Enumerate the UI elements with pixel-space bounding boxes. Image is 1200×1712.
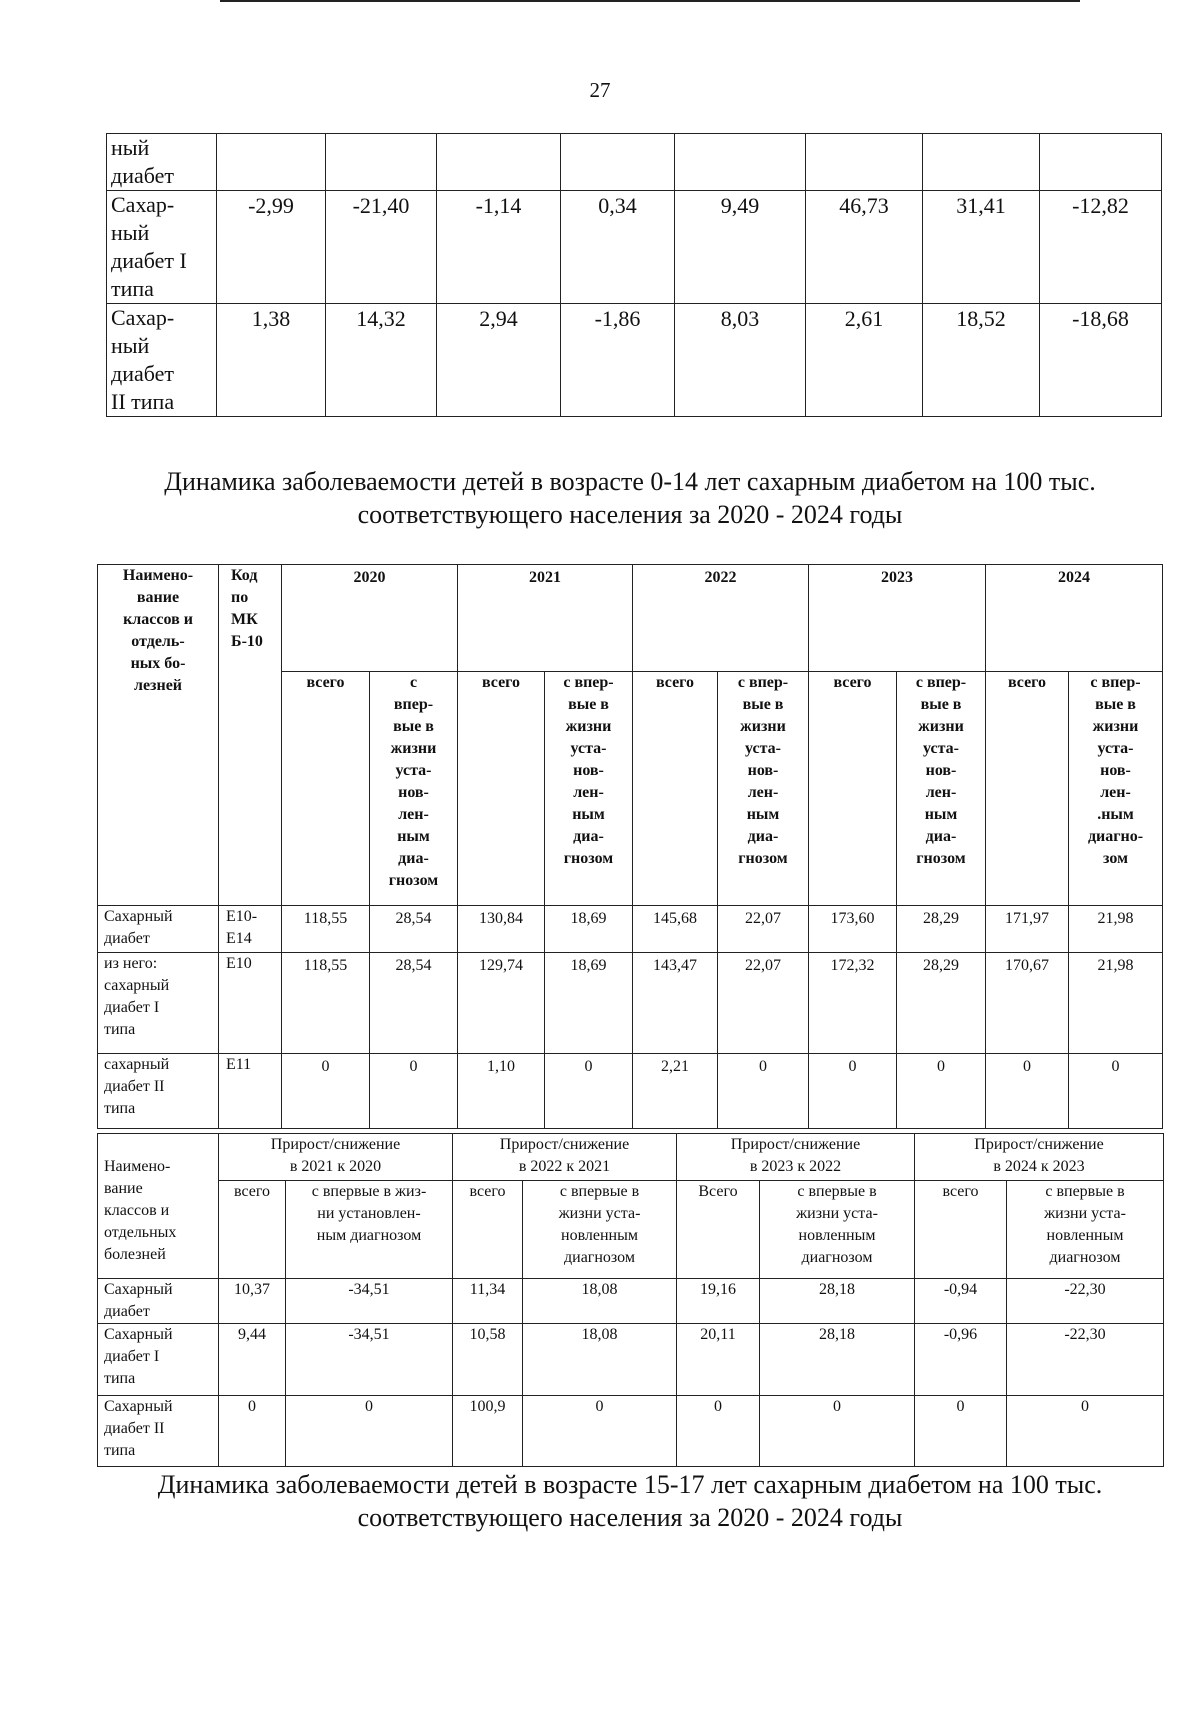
table-cell: 18,69 [545,906,633,953]
column-header-name: Наимено- вание классов и отдельных болезней [98,1134,219,1279]
subheader-row [98,1181,1164,1279]
page-number: 27 [589,78,611,102]
header-row [98,565,1163,672]
table-cell: 22,07 [718,953,809,1054]
table-cell: 0 [915,1396,1007,1467]
table-cell: -0,94 [915,1279,1007,1324]
column-header-total: всего [633,672,718,906]
column-header-first: с впер- вые в жизни уста- нов- лен- .ным диагно- зом [1069,672,1163,906]
table-cell: -34,51 [286,1324,453,1396]
column-header-period: Прирост/снижение в 2023 к 2022 [677,1134,915,1181]
table-cell: 0 [545,1054,633,1129]
table-cell: 28,29 [897,953,986,1054]
table-cell: 145,68 [633,906,718,953]
table-cell: 21,98 [1069,953,1163,1054]
column-header-first: с впер- вые в жизни уста- нов- лен- ным диа- гнозом [370,672,458,906]
table-cell: -21,40 [326,191,437,304]
table-cell: 143,47 [633,953,718,1054]
table-cell: 0 [809,1054,897,1129]
table-row [107,191,1162,304]
row-label: ный диабет [107,134,217,191]
table-row [98,1396,1164,1467]
table-cell: 0 [986,1054,1069,1129]
table-cell: 172,32 [809,953,897,1054]
column-header-total: всего [282,672,370,906]
table-cell: 28,18 [760,1279,915,1324]
table-cell: 18,69 [545,953,633,1054]
table-row [107,134,1162,191]
table-cell: 130,84 [458,906,545,953]
row-label: Сахарный диабет [98,1279,219,1324]
table-cell: 0 [718,1054,809,1129]
table-cell: 0 [1069,1054,1163,1129]
table-cell: 18,08 [523,1324,677,1396]
table-cell [326,134,437,191]
growth-table-continuation [106,133,1162,417]
table-cell: 118,55 [282,953,370,1054]
table-cell: 0 [219,1396,286,1467]
table-cell [806,134,923,191]
table-cell: 171,97 [986,906,1069,953]
column-header-first: с впервые в жизни уста- новленным диагнозом [1007,1181,1164,1279]
table-cell: 8,03 [675,304,806,417]
column-header-total: всего [915,1181,1007,1279]
column-header-total: всего [458,672,545,906]
table-cell: 28,18 [760,1324,915,1396]
table-cell: 100,9 [453,1396,523,1467]
table-cell: 21,98 [1069,906,1163,953]
table-cell: 0,34 [561,191,675,304]
table-cell: 28,29 [897,906,986,953]
row-label: Сахарный диабет II типа [98,1396,219,1467]
growth-table [97,1133,1164,1467]
table-cell: 0 [523,1396,677,1467]
column-header-first: с впервые в жизни уста- новленным диагнозом [760,1181,915,1279]
table-cell: 173,60 [809,906,897,953]
table-cell: 2,21 [633,1054,718,1129]
table-cell: 0 [760,1396,915,1467]
table-cell: -22,30 [1007,1279,1164,1324]
table-cell: 14,32 [326,304,437,417]
table-cell: -22,30 [1007,1324,1164,1396]
table-cell: 46,73 [806,191,923,304]
table-cell: 0 [677,1396,760,1467]
table-cell [437,134,561,191]
column-header-total: всего [809,672,897,906]
column-header-year: 2024 [986,565,1163,672]
column-header-name: Наимено- вание классов и отдель- ных бо- лезней [98,565,219,906]
table-cell: 10,58 [453,1324,523,1396]
column-header-year: 2021 [458,565,633,672]
incidence-table [97,564,1163,1129]
table-cell: 1,38 [217,304,326,417]
header-row [98,1134,1164,1181]
table-cell: -12,82 [1040,191,1162,304]
table-cell: 1,10 [458,1054,545,1129]
table-cell: 2,94 [437,304,561,417]
table-cell [217,134,326,191]
row-label: из него: сахарный диабет I типа [98,953,219,1054]
row-label: Сахар- ный диабет II типа [107,304,217,417]
table-cell [923,134,1040,191]
table-cell: 118,55 [282,906,370,953]
table-cell [675,134,806,191]
column-header-period: Прирост/снижение в 2024 к 2023 [915,1134,1164,1181]
column-header-first: с впер- вые в жизни уста- нов- лен- ным диа- гнозом [897,672,986,906]
section-heading: Динамика заболеваемости детей в возрасте 15-17 лет сахарным диабетом на 100 тыс. соответствующего населения за 2020 - 2024 годы [157,1470,1103,1532]
table-row [98,1324,1164,1396]
top-border-line [220,0,1080,2]
row-label: сахарный диабет II типа [98,1054,219,1129]
table-cell: 0 [370,1054,458,1129]
table-row [107,304,1162,417]
table-row [98,1279,1164,1324]
table-cell: 9,44 [219,1324,286,1396]
row-code: Е10- Е14 [219,906,282,953]
table-cell: -0,96 [915,1324,1007,1396]
table-cell: 28,54 [370,906,458,953]
column-header-period: Прирост/снижение в 2022 к 2021 [453,1134,677,1181]
column-header-period: Прирост/снижение в 2021 к 2020 [219,1134,453,1181]
row-code: Е11 [219,1054,282,1129]
column-header-first: с впервые в жизни уста- новленным диагнозом [523,1181,677,1279]
column-header-first: с впервые в жиз- ни установлен- ным диагнозом [286,1181,453,1279]
column-header-first: с впер- вые в жизни уста- нов- лен- ным диа- гнозом [545,672,633,906]
table-cell: 2,61 [806,304,923,417]
table-cell [1040,134,1162,191]
table-cell: 9,49 [675,191,806,304]
table-cell: 20,11 [677,1324,760,1396]
table-row [98,906,1163,953]
table-cell: 22,07 [718,906,809,953]
column-header-total: всего [986,672,1069,906]
table-cell: -34,51 [286,1279,453,1324]
row-label: Сахар- ный диабет I типа [107,191,217,304]
row-label: Сахарный диабет [98,906,219,953]
table-cell: 19,16 [677,1279,760,1324]
column-header-year: 2020 [282,565,458,672]
table-cell: 0 [282,1054,370,1129]
table-row [98,953,1163,1054]
section-heading: Динамика заболеваемости детей в возрасте 0-14 лет сахарным диабетом на 100 тыс. соответствующего населения за 2020 - 2024 годы [164,467,1096,529]
column-header-total: Всего [677,1181,760,1279]
table-cell: 0 [1007,1396,1164,1467]
column-header-total: всего [453,1181,523,1279]
column-header-first: с впер- вые в жизни уста- нов- лен- ным диа- гнозом [718,672,809,906]
table-cell: 10,37 [219,1279,286,1324]
table-cell [561,134,675,191]
table-row [98,1054,1163,1129]
table-cell: 11,34 [453,1279,523,1324]
row-label: Сахарный диабет I типа [98,1324,219,1396]
table-cell: 0 [286,1396,453,1467]
table-cell: -18,68 [1040,304,1162,417]
table-cell: -1,86 [561,304,675,417]
table-cell: 129,74 [458,953,545,1054]
table-cell: 0 [897,1054,986,1129]
table-cell: 31,41 [923,191,1040,304]
table-cell: -1,14 [437,191,561,304]
column-header-total: всего [219,1181,286,1279]
table-cell: -2,99 [217,191,326,304]
table-cell: 18,52 [923,304,1040,417]
column-header-year: 2023 [809,565,986,672]
table-cell: 18,08 [523,1279,677,1324]
row-code: Е10 [219,953,282,1054]
table-cell: 28,54 [370,953,458,1054]
column-header-code: Код по МК Б-10 [219,565,282,906]
table-cell: 170,67 [986,953,1069,1054]
column-header-year: 2022 [633,565,809,672]
